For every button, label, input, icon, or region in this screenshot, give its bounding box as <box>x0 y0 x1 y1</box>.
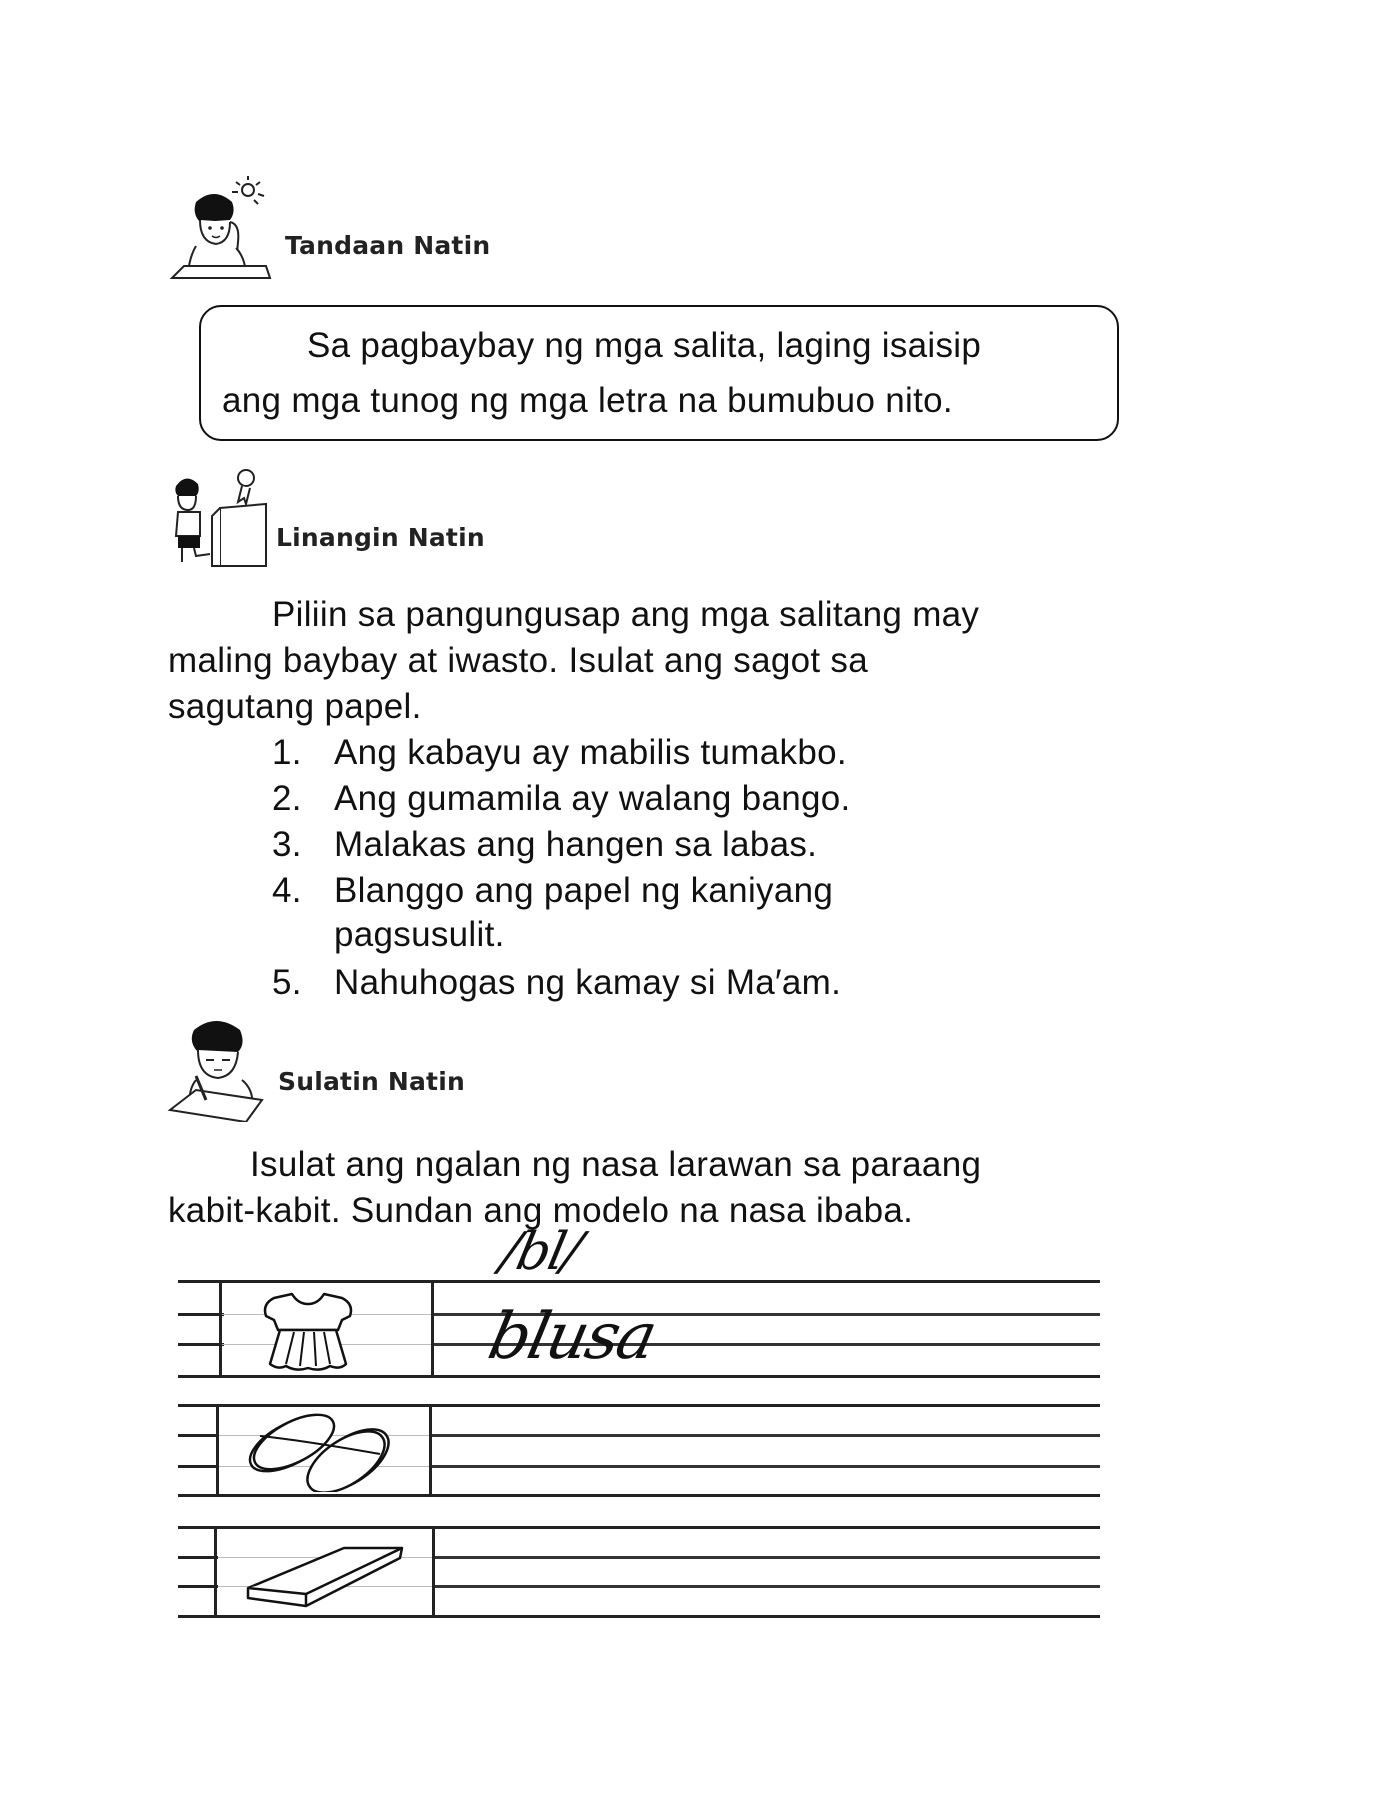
reminder-line-2: ang mga tunog ng mga letra na bumubuo nito. <box>222 381 953 420</box>
item-text: Ang kabayu ay mabilis tumakbo. <box>334 733 847 772</box>
linangin-instruction <box>168 592 1128 730</box>
item-text: Malakas ang hangen sa labas. <box>334 825 818 864</box>
eraser-icon <box>244 1544 408 1610</box>
section-title-sulatin: Sulatin Natin <box>278 1067 465 1096</box>
item-text: pagsusulit. <box>334 915 505 954</box>
exercise-item-5 <box>272 960 841 1006</box>
slippers-icon <box>240 1412 400 1492</box>
sulatin-instruction <box>168 1142 1128 1234</box>
linangin-instruction-line-1: Piliin sa pangungusap ang mga salitang may <box>272 595 980 634</box>
exercise-item-1 <box>272 730 847 776</box>
model-word: blusa <box>482 1300 662 1374</box>
blouse-icon <box>258 1290 358 1374</box>
item-text: Blanggo ang papel ng kaniyang <box>334 871 834 910</box>
boy-writing-icon <box>166 1010 278 1122</box>
exercise-item-3 <box>272 822 817 868</box>
exercise-item-4-continued <box>272 912 505 958</box>
sulatin-instruction-line-1: Isulat ang ngalan ng nasa larawan sa paraang <box>250 1145 982 1184</box>
boy-podium-ribbon-icon <box>166 466 276 572</box>
item-text: Nahuhogas ng kamay si Ma′am. <box>334 963 842 1002</box>
reminder-line-1: Sa pagbaybay ng mga salita, laging isaisip <box>307 326 982 365</box>
section-header-linangin <box>166 466 506 572</box>
exercise-item-4 <box>272 868 833 914</box>
item-number: 5. <box>272 963 302 1002</box>
boy-thinking-lightbulb-icon <box>166 172 281 284</box>
linangin-instruction-line-2: maling baybay at iwasto. Isulat ang sagot sa <box>168 641 868 680</box>
item-number: 3. <box>272 825 302 864</box>
section-title-linangin: Linangin Natin <box>276 523 485 552</box>
item-text: Ang gumamila ay walang bango. <box>334 779 851 818</box>
model-sound: /bl/ <box>495 1222 586 1282</box>
exercise-item-2 <box>272 776 851 822</box>
item-number: 4. <box>272 871 302 910</box>
sulatin-instruction-line-2: kabit-kabit. Sundan ang modelo na nasa ibaba. <box>168 1191 914 1230</box>
item-number: 2. <box>272 779 302 818</box>
section-header-tandaan <box>166 172 506 284</box>
linangin-instruction-line-3: sagutang papel. <box>168 687 422 726</box>
item-number: 1. <box>272 733 302 772</box>
section-header-sulatin <box>166 1010 506 1122</box>
reminder-box <box>199 305 1119 441</box>
section-title-tandaan: Tandaan Natin <box>285 231 491 260</box>
